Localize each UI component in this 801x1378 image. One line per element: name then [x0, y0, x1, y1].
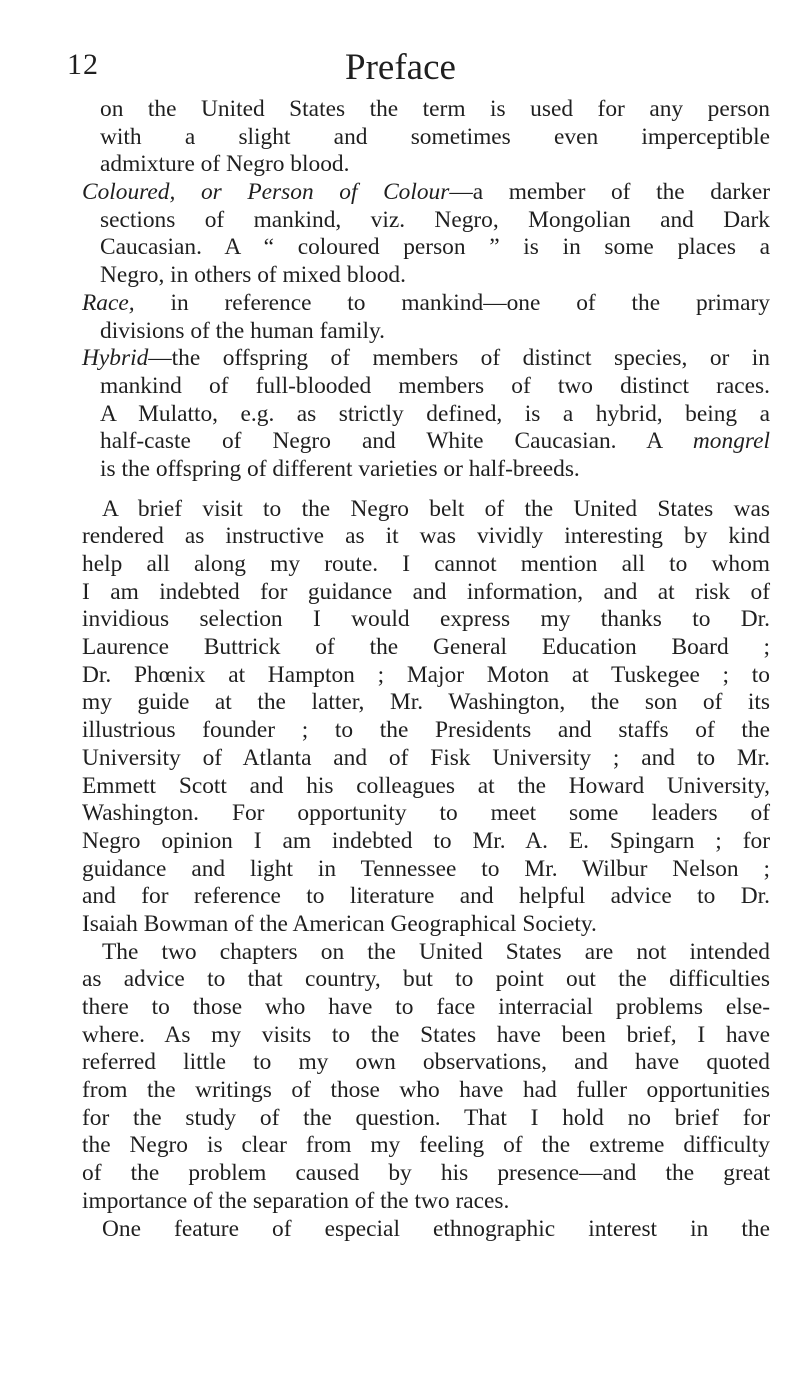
line-text: Laurence Buttrick of the General Education Board ; — [82, 634, 770, 661]
definition-line — [82, 345, 770, 373]
line-text: guidance and light in Tennessee to Mr. Wilbur Nelson ; — [82, 855, 770, 882]
body-line — [82, 717, 770, 745]
body-line — [82, 856, 770, 884]
body-line — [82, 1022, 770, 1050]
body-line — [82, 551, 770, 579]
line-text: of the problem caused by his presence—and the great — [82, 1160, 770, 1187]
line-text: A brief visit to the Negro belt of the United States was — [102, 495, 770, 522]
definition-line — [100, 428, 770, 456]
line-text: invidious selection I would express my thanks to Dr. — [82, 606, 770, 633]
line-text: the Negro is clear from my feeling of the extreme difficulty — [82, 1132, 770, 1159]
body-line — [82, 606, 770, 634]
line-text: The two chapters on the United States are not intended — [102, 938, 770, 965]
line-text: my guide at the latter, Mr. Washington, the son of its — [82, 689, 770, 716]
line-text: University of Atlanta and of Fisk University ; and to Mr. — [82, 744, 770, 771]
line-text: Negro, in others of mixed blood. — [100, 262, 406, 289]
line-text: divisions of the human family. — [100, 317, 385, 344]
running-title: Preface — [345, 47, 456, 88]
term-italic: Person of Colour — [247, 179, 450, 206]
term-connector: or — [175, 179, 248, 206]
line-text: Emmett Scott and his colleagues at the Howard University, — [82, 772, 770, 799]
body-line — [82, 662, 770, 690]
body-line — [82, 966, 770, 994]
body-line — [82, 800, 770, 828]
body-line — [82, 1132, 770, 1160]
definition-line — [100, 318, 770, 346]
line-text: Washington. For opportunity to meet some leaders of — [82, 800, 770, 827]
definition-line — [100, 373, 770, 401]
body-line — [82, 1160, 770, 1188]
line-text: One feature of especial ethnographic interest in the — [102, 1215, 770, 1242]
definitions-list — [82, 96, 770, 484]
line-text: Negro opinion I am indebted to Mr. A. E. Spingarn ; for — [82, 827, 770, 854]
body-line — [82, 939, 770, 967]
term-italic: Race, — [82, 289, 135, 316]
line-text: rendered as instructive as it was vividly interesting by kind — [82, 523, 770, 550]
body-line — [82, 1049, 770, 1077]
body-line — [82, 911, 770, 939]
body-line — [82, 496, 770, 524]
body-line — [82, 883, 770, 911]
line-text: illustrious founder ; to the Presidents and staffs of the — [82, 717, 770, 744]
body-line — [82, 1188, 770, 1216]
line-text: Isaiah Bowman of the American Geographical Society. — [82, 910, 597, 937]
line-text: as advice to that country, but to point out the difficulties — [82, 966, 770, 993]
definition-line — [100, 151, 770, 179]
definition-line — [100, 234, 770, 262]
line-text: in reference to mankind—one of the primary — [134, 289, 770, 316]
body-line — [82, 828, 770, 856]
body-line — [82, 689, 770, 717]
line-text: help all along my route. I cannot mention all to whom — [82, 551, 770, 577]
body-line — [82, 773, 770, 801]
line-text: there to those who have to face interracial problems else- — [82, 994, 770, 1020]
line-text: —a member of the darker — [449, 179, 770, 206]
body-line — [82, 1105, 770, 1133]
line-text: from the writings of those who have had fuller opportunities — [82, 1077, 770, 1104]
definition-line — [100, 207, 770, 235]
body-line — [82, 745, 770, 773]
line-text: importance of the separation of the two races. — [82, 1187, 510, 1214]
definition-line — [82, 290, 770, 318]
preface-body — [82, 496, 770, 1244]
term-italic: Hybrid — [82, 345, 149, 372]
body-line — [82, 1077, 770, 1105]
line-text: —the offspring of members of distinct species, or in — [148, 345, 770, 372]
body-line — [82, 523, 770, 551]
body-line — [82, 994, 770, 1022]
line-text: mankind of full-blooded members of two distinct races. — [100, 372, 770, 399]
page-number: 12 — [67, 48, 99, 81]
definition-line — [100, 96, 770, 124]
line-text: I am indebted for guidance and information, and at risk of — [82, 578, 770, 605]
line-text: Caucasian. A “ coloured person ” is in some places a — [100, 234, 770, 261]
line-text: on the United States the term is used for any person — [100, 96, 770, 122]
line-text: sections of mankind, viz. Negro, Mongolian and Dark — [100, 206, 770, 233]
running-head — [0, 46, 801, 86]
definition-line — [82, 179, 770, 207]
line-text: half-caste of Negro and White Caucasian. A — [100, 428, 693, 455]
line-text: is the offspring of different varieties or half-breeds. — [100, 455, 580, 482]
line-text: referred little to my own observations, and have quoted — [82, 1049, 770, 1076]
body-line — [82, 579, 770, 607]
definition-line — [100, 401, 770, 429]
line-text: for the study of the question. That I hold no brief for — [82, 1104, 770, 1131]
line-text: Dr. Phœnix at Hampton ; Major Moton at Tuskegee ; to — [82, 661, 770, 688]
line-text: A Mulatto, e.g. as strictly defined, is a hybrid, being a — [100, 400, 770, 427]
definition-line — [100, 124, 770, 152]
line-text: admixture of Negro blood. — [100, 151, 350, 178]
page-text — [82, 96, 770, 1243]
line-text: and for reference to literature and helpful advice to Dr. — [82, 883, 770, 910]
definition-line — [100, 262, 770, 290]
term-italic: Coloured, — [82, 179, 176, 206]
line-text: with a slight and sometimes even imperceptible — [100, 123, 770, 150]
line-text: where. As my visits to the States have been brief, I have — [82, 1021, 770, 1048]
body-line — [82, 1216, 770, 1244]
body-line — [82, 634, 770, 662]
definition-line — [100, 456, 770, 484]
term-italic: mongrel — [692, 428, 770, 455]
